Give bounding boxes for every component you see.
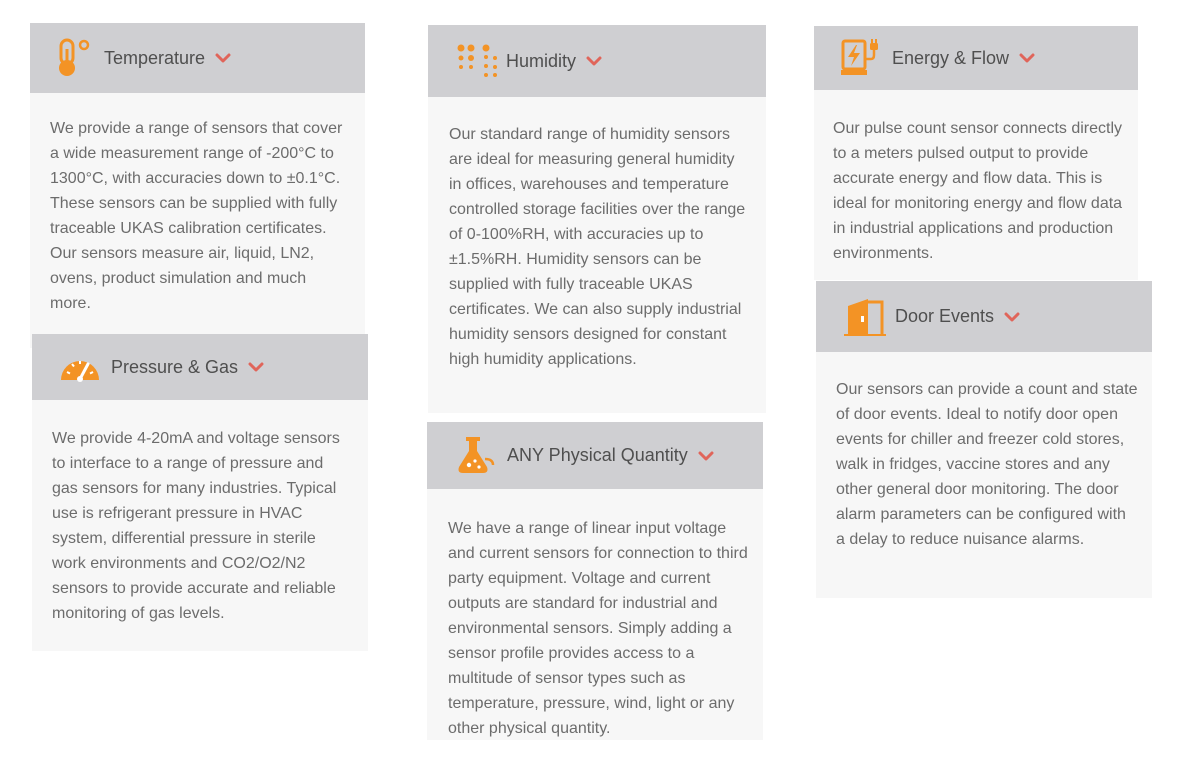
- card-description: We have a range of linear input voltage and current sensors for connection to third party equipment. Voltage and current outputs are standard for industrial and environmental sensors. Simply adding a sensor profile provides access to a multitude of sensor types such as temperature, pressure, wind, light or any other physical quantity.: [448, 520, 748, 737]
- accordion-header-door-events[interactable]: [816, 281, 1152, 352]
- card-body: [427, 489, 763, 740]
- card-description: We provide a range of sensors that cover a wide measurement range of -200°C to 1300°C, with accuracies down to ±0.1°C. These sensors can be supplied with fully traceable UKAS calibration certificates. Our sensors measure air, liquid, LN2, ovens, product simulation and much more.: [50, 120, 343, 312]
- card-body: [30, 93, 365, 348]
- chevron-down-icon[interactable]: [586, 55, 602, 67]
- chevron-down-icon[interactable]: [215, 52, 231, 64]
- accordion-header-energy-flow[interactable]: [814, 26, 1138, 90]
- chevron-down-icon[interactable]: [698, 450, 714, 462]
- accordion-header-temperature[interactable]: [30, 23, 365, 93]
- card-title: Pressure & Gas: [111, 356, 239, 377]
- card-pressure-gas: [32, 334, 368, 651]
- card-description: Our sensors can provide a count and state of door events. Ideal to notify door open events for chiller and freezer cold stores, walk in fridges, vaccine stores and any other general door monitoring. The door alarm parameters can be configured with a delay to reduce nuisance alarms.: [836, 381, 1138, 548]
- humidity-dots-icon: [456, 40, 498, 82]
- thermometer-icon: [52, 37, 94, 79]
- gauge-icon: [59, 346, 101, 388]
- card-description: Our pulse count sensor connects directly to a meters pulsed output to provide accurate energy and flow data. This is ideal for monitoring energy and flow data in industrial applications and production environments.: [833, 120, 1123, 262]
- flask-icon: [455, 435, 497, 477]
- card-body: [816, 352, 1152, 598]
- card-description: We provide 4-20mA and voltage sensors to interface to a range of pressure and gas sensors for many industries. Typical use is refrigerant pressure in HVAC system, differential pressure in sterile work environments and CO2/O2/N2 sensors to provide accurate and reliable monitoring of gas levels.: [52, 430, 340, 622]
- card-title: Energy & Flow: [892, 47, 1010, 68]
- card-description: Our standard range of humidity sensors are ideal for measuring general humidity in offices, warehouses and temperature controlled storage facilities over the range of 0-100%RH, with accuracies up to ±1.5%RH. Humidity sensors can be supplied with fully traceable UKAS certificates. We can also supply industrial humidity sensors designed for constant high humidity applications.: [449, 126, 746, 368]
- energy-plug-icon: [841, 37, 883, 79]
- chevron-down-icon[interactable]: [1004, 311, 1020, 323]
- card-energy-flow: [814, 26, 1138, 280]
- accordion-header-any-physical-quantity[interactable]: [427, 422, 763, 489]
- chevron-down-icon[interactable]: [248, 361, 264, 373]
- card-humidity: [428, 25, 766, 413]
- card-title: Door Events: [895, 306, 995, 326]
- card-temperature: [30, 23, 365, 348]
- card-title: Temperature: [104, 47, 206, 68]
- accordion-header-humidity[interactable]: [428, 25, 766, 97]
- card-door-events: [816, 281, 1152, 598]
- card-title: Humidity: [506, 50, 577, 71]
- accordion-header-pressure-gas[interactable]: [32, 334, 368, 400]
- chevron-down-icon[interactable]: [1019, 52, 1035, 64]
- card-body: [428, 97, 766, 413]
- card-title: ANY Physical Quantity: [507, 445, 688, 465]
- card-any-physical-quantity: [427, 422, 763, 740]
- door-icon: [844, 296, 886, 338]
- card-body: [32, 400, 368, 651]
- card-body: [814, 90, 1138, 280]
